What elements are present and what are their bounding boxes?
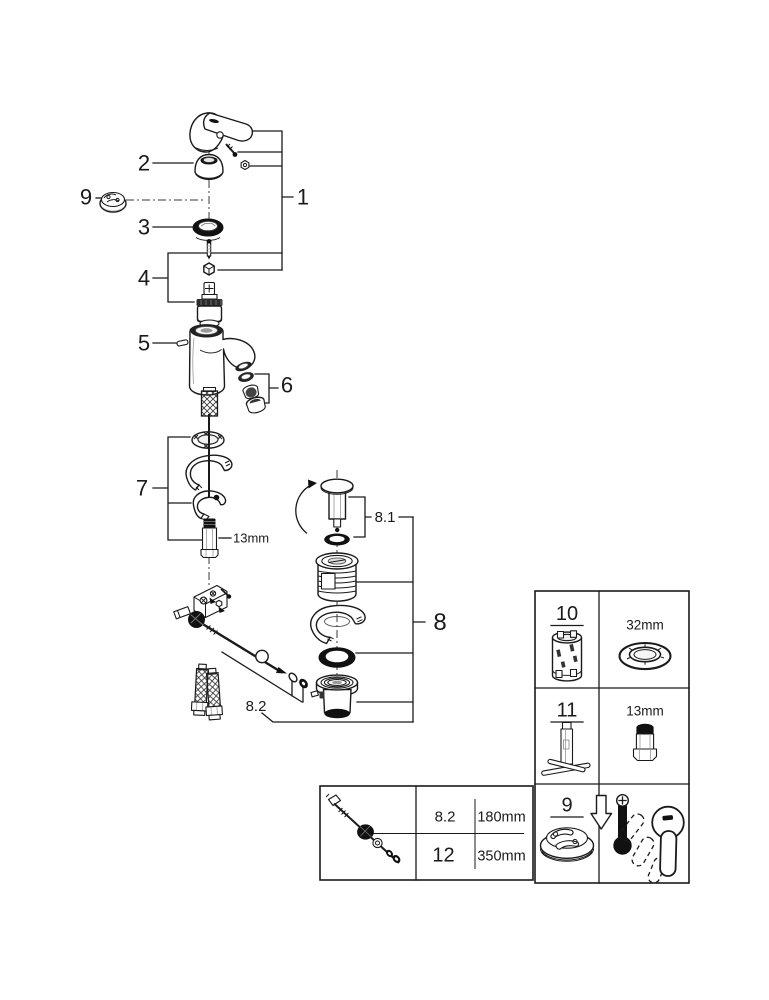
cap-part-9: [100, 193, 126, 213]
cartridge-screw: [207, 239, 212, 259]
drain-gasket: [319, 647, 356, 668]
cartridge: [197, 283, 223, 328]
tool-11-label: 11: [556, 699, 578, 722]
rod-assembly: [204, 625, 310, 690]
cartridge-nut: [204, 263, 214, 275]
thermometer-bulb: [613, 836, 631, 854]
callout-2: 2: [137, 150, 151, 176]
callout-5: 5: [137, 330, 151, 356]
lever-handle-shape: [660, 831, 677, 876]
rod-row-8-2-num: 8.2: [434, 808, 456, 826]
faucet-body: [177, 325, 255, 417]
callout-4: 4: [137, 265, 151, 291]
tools-table: [535, 591, 689, 884]
socket-tool-10: [553, 631, 582, 681]
tool-10-label: 10: [555, 603, 579, 625]
drain-flange: [316, 553, 358, 601]
dome-cap: [195, 155, 224, 181]
thermometer-stem: [618, 806, 627, 839]
size-32mm-label: 32mm: [626, 617, 664, 633]
callout-9: 9: [79, 184, 93, 210]
fixing-plate: [174, 586, 231, 629]
size-13mm-label: 13mm: [626, 703, 664, 719]
callout-7: 7: [135, 475, 149, 501]
rod-table: [320, 786, 533, 880]
handle-screw: [226, 144, 249, 170]
nut-32mm: [620, 643, 671, 670]
callout-labels: [80, 151, 447, 716]
callout-1: 1: [296, 184, 310, 210]
mounting-set: [186, 414, 232, 558]
cap-9-label: 9: [561, 794, 573, 817]
drain-body: [311, 675, 358, 718]
callout-6: 6: [280, 372, 294, 398]
rod-row-12-length: 350mm: [477, 848, 526, 865]
cap-part-9-large: [541, 828, 594, 862]
pop-up-knob: [296, 479, 353, 545]
callout-8-2: 8.2: [245, 698, 267, 715]
rod-row-8-2-length: 180mm: [477, 809, 526, 826]
callout-8-1: 8.1: [374, 509, 396, 526]
callout-8: 8: [433, 609, 447, 636]
callout-3: 3: [137, 214, 151, 240]
adapter-13mm: [634, 724, 657, 761]
stud-size-label: 13mm: [233, 530, 270, 546]
drain-clamp: [311, 605, 365, 643]
connection-hoses: [191, 664, 223, 720]
lever-handle: [190, 113, 252, 152]
escutcheon-ring: [193, 219, 224, 241]
aerator-parts: [237, 370, 267, 414]
rod-row-12-num: 12: [432, 844, 455, 867]
